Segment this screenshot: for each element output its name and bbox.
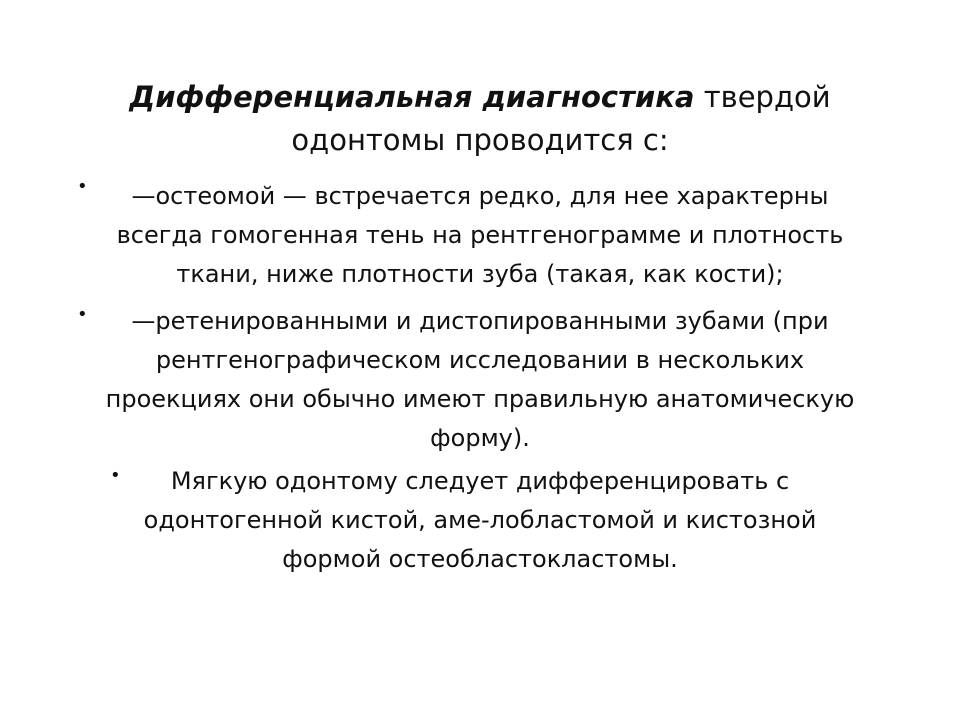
bullet-marker-icon: • bbox=[77, 176, 88, 197]
bullet-retained-teeth: —ретенированными и дистопированными зубами (при рентгенографическом исследовании в нескольких проекциях они обычно имеют правильную анатомическую форму). bbox=[105, 307, 855, 452]
title-rest: твердой одонтомы проводится с: bbox=[291, 80, 831, 157]
bullet-osteoma: —остеомой — встречается редко, для нее характерны всегда гомогенная тень на рентгенограмме и плотность ткани, ниже плотности зуба (такая, как кости); bbox=[116, 182, 844, 288]
bullet-soft-odontoma: Мягкую одонтому следует дифференцировать с одонтогенной кистой, аме-лобластомой и кистозной формой остеобластокластомы. bbox=[143, 467, 817, 573]
bullet-marker-icon: • bbox=[110, 465, 121, 486]
title-emphasis: Дифференциальная диагностика bbox=[129, 80, 695, 114]
bullet-marker-icon: • bbox=[77, 304, 88, 325]
